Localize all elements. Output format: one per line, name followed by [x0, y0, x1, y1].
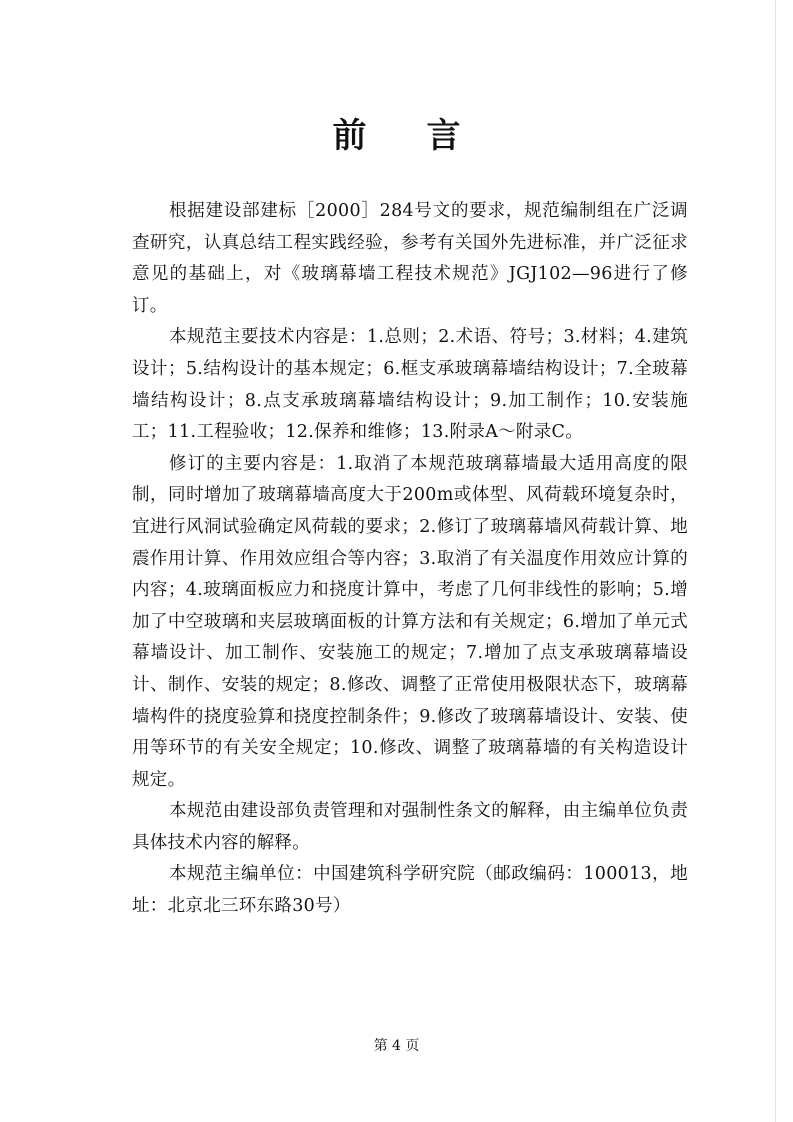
paragraph-revision-basis: 根据建设部建标［2000］284号文的要求，规范编制组在广泛调查研究，认真总结工程实践经验，参考有关国外先进标准，并广泛征求意见的基础上，对《玻璃幕墙工程技术规范》JGJ102—96进行了修订。 [132, 201, 688, 316]
preface-body [132, 196, 688, 923]
paragraph-main-contents: 本规范主要技术内容是：1.总则；2.术语、符号；3.材料；4.建筑设计；5.结构设计的基本规定；6.框支承玻璃幕墙结构设计；7.全玻幕墙结构设计；8.点支承玻璃幕墙结构设计；9.加工制作；10.安装施工；11.工程验收；12.保养和维修；13.附录A～附录C。 [132, 327, 688, 443]
paragraph-management: 本规范由建设部负责管理和对强制性条文的解释，由主编单位负责具体技术内容的解释。 [132, 801, 688, 853]
paragraph-revision-changes: 修订的主要内容是：1.取消了本规范玻璃幕墙最大适用高度的限制，同时增加了玻璃幕墙高度大于200m或体型、风荷载环境复杂时，宜进行风洞试验确定风荷载的要求；2.修订了玻璃幕墙风荷载计算、地震作用计算、作用效应组合等内容；3.取消了有关温度作用效应计算的内容；4.玻璃面板应力和挠度计算中，考虑了几何非线性的影响；5.增加了中空玻璃和夹层玻璃面板的计算方法和有关规定；6.增加了单元式幕墙设计、加工制作、安装施工的规定；7.增加了点支承玻璃幕墙设计、制作、安装的规定；8.修改、调整了正常使用极限状态下，玻璃幕墙构件的挠度验算和挠度控制条件；9.修改了玻璃幕墙设计、安装、使用等环节的有关安全规定；10.修改、调整了玻璃幕墙的有关构造设计规定。 [132, 453, 688, 790]
title-char-1: 前 [332, 116, 367, 156]
page-number: 第 4 页 [373, 1038, 420, 1054]
title-char-2: 言 [426, 116, 461, 156]
page-title [0, 110, 793, 162]
paragraph-chief-editor: 本规范主编单位：中国建筑科学研究院（邮政编码：100013，地址：北京北三环东路30号） [132, 864, 688, 917]
page-edge-line [775, 0, 776, 1122]
